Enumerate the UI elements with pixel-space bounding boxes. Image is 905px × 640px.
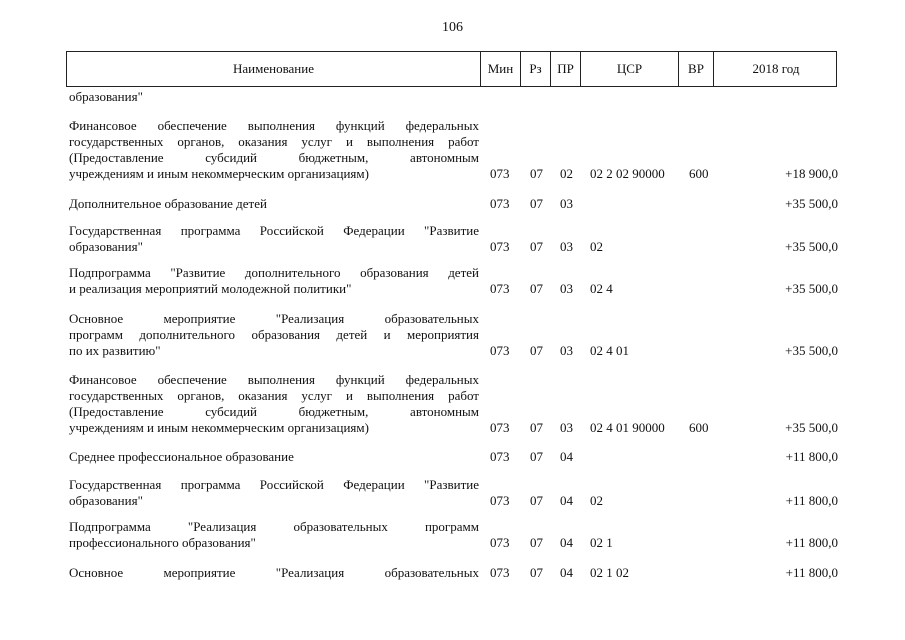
cell-sum: +35 500,0 (785, 343, 838, 358)
cell-sum: +11 800,0 (785, 535, 838, 550)
cell-min: 073 (490, 239, 510, 254)
cell-rz: 07 (530, 239, 543, 254)
row-name-line: учреждениям и иным некоммерческим организациям) (69, 166, 369, 181)
cell-sum: +35 500,0 (785, 281, 838, 296)
table-row (69, 118, 840, 182)
header-csr: ЦСР (580, 52, 678, 86)
table-row (69, 449, 840, 465)
cell-csr: 02 4 01 (590, 343, 629, 358)
cell-min: 073 (490, 449, 510, 464)
cell-sum: +35 500,0 (785, 420, 838, 435)
row-name (69, 449, 479, 465)
header-year: 2018 год (713, 52, 838, 86)
table-row (69, 223, 840, 255)
cell-sum: +35 500,0 (785, 239, 838, 254)
row-name-line: Подпрограмма "Развитие дополнительного образования детей (69, 265, 479, 280)
table-row (69, 565, 840, 581)
cell-sum: +11 800,0 (785, 493, 838, 508)
cell-csr: 02 2 02 90000 (590, 166, 665, 181)
row-name-line: государственных органов, оказания услуг и выполнения работ (69, 134, 479, 149)
row-name (69, 311, 479, 359)
cell-min: 073 (490, 166, 510, 181)
cell-pr: 04 (560, 535, 573, 550)
header-rz: Рз (520, 52, 550, 86)
carryover-row (69, 89, 840, 105)
row-name (69, 118, 479, 182)
row-name-line: (Предоставление субсидий бюджетным, автономным (69, 150, 479, 165)
cell-pr: 04 (560, 493, 573, 508)
row-name-line: Дополнительное образование детей (69, 196, 267, 211)
cell-pr: 04 (560, 565, 573, 580)
cell-pr: 02 (560, 166, 573, 181)
cell-min: 073 (490, 493, 510, 508)
table-row (69, 196, 840, 212)
cell-rz: 07 (530, 196, 543, 211)
cell-pr: 03 (560, 420, 573, 435)
row-name-line: (Предоставление субсидий бюджетным, автономным (69, 404, 479, 419)
cell-sum: +11 800,0 (785, 565, 838, 580)
row-name (69, 265, 479, 297)
row-name-line: и реализация мероприятий молодежной политики" (69, 281, 352, 296)
table-header (66, 51, 837, 87)
header-vr: ВР (678, 52, 713, 86)
cell-rz: 07 (530, 449, 543, 464)
cell-rz: 07 (530, 565, 543, 580)
row-name (69, 372, 479, 436)
cell-csr: 02 (590, 493, 603, 508)
header-min: Мин (480, 52, 520, 86)
table-row (69, 519, 840, 551)
cell-min: 073 (490, 565, 510, 580)
cell-vr: 600 (689, 166, 709, 181)
cell-pr: 03 (560, 343, 573, 358)
cell-min: 073 (490, 535, 510, 550)
cell-rz: 07 (530, 166, 543, 181)
row-name-line: по их развитию" (69, 343, 161, 358)
row-name-line: Подпрограмма "Реализация образовательных программ (69, 519, 479, 534)
cell-csr: 02 4 01 90000 (590, 420, 665, 435)
row-name-line: Финансовое обеспечение выполнения функций федеральных (69, 118, 479, 133)
cell-pr: 03 (560, 196, 573, 211)
row-name-line: Среднее профессиональное образование (69, 449, 294, 464)
cell-sum: +35 500,0 (785, 196, 838, 211)
row-name-line: Государственная программа Российской Федерации "Развитие (69, 477, 479, 492)
page-number: 106 (442, 20, 463, 35)
cell-pr: 03 (560, 281, 573, 296)
cell-rz: 07 (530, 281, 543, 296)
row-name-line: Финансовое обеспечение выполнения функций федеральных (69, 372, 479, 387)
cell-csr: 02 (590, 239, 603, 254)
row-name (69, 519, 479, 551)
header-pr: ПР (550, 52, 580, 86)
cell-rz: 07 (530, 343, 543, 358)
cell-vr: 600 (689, 420, 709, 435)
row-name (69, 196, 479, 212)
cell-rz: 07 (530, 420, 543, 435)
table-row (69, 311, 840, 359)
row-name (69, 565, 479, 581)
row-name-line: Основное мероприятие "Реализация образовательных (69, 311, 479, 326)
cell-rz: 07 (530, 535, 543, 550)
row-name-line: Основное мероприятие "Реализация образовательных (69, 565, 479, 580)
row-name-line: образования" (69, 493, 143, 508)
row-name-line: государственных органов, оказания услуг и выполнения работ (69, 388, 479, 403)
row-name (69, 223, 479, 255)
cell-csr: 02 4 (590, 281, 613, 296)
row-name-line: Государственная программа Российской Федерации "Развитие (69, 223, 479, 238)
row-name-line: профессионального образования" (69, 535, 256, 550)
cell-min: 073 (490, 420, 510, 435)
row-name-line: учреждениям и иным некоммерческим организациям) (69, 420, 369, 435)
row-name-line: программ дополнительного образования детей и мероприятия (69, 327, 479, 342)
header-name: Наименование (233, 61, 314, 76)
cell-min: 073 (490, 196, 510, 211)
row-name-line: образования" (69, 239, 143, 254)
cell-csr: 02 1 (590, 535, 613, 550)
cell-rz: 07 (530, 493, 543, 508)
cell-min: 073 (490, 281, 510, 296)
cell-sum: +18 900,0 (785, 166, 838, 181)
cell-pr: 03 (560, 239, 573, 254)
table-row (69, 372, 840, 436)
cell-min: 073 (490, 343, 510, 358)
cell-csr: 02 1 02 (590, 565, 629, 580)
cell-pr: 04 (560, 449, 573, 464)
cell-sum: +11 800,0 (785, 449, 838, 464)
row-name (69, 477, 479, 509)
table-row (69, 477, 840, 509)
carryover-text: образования" (69, 89, 143, 104)
table-row (69, 265, 840, 297)
